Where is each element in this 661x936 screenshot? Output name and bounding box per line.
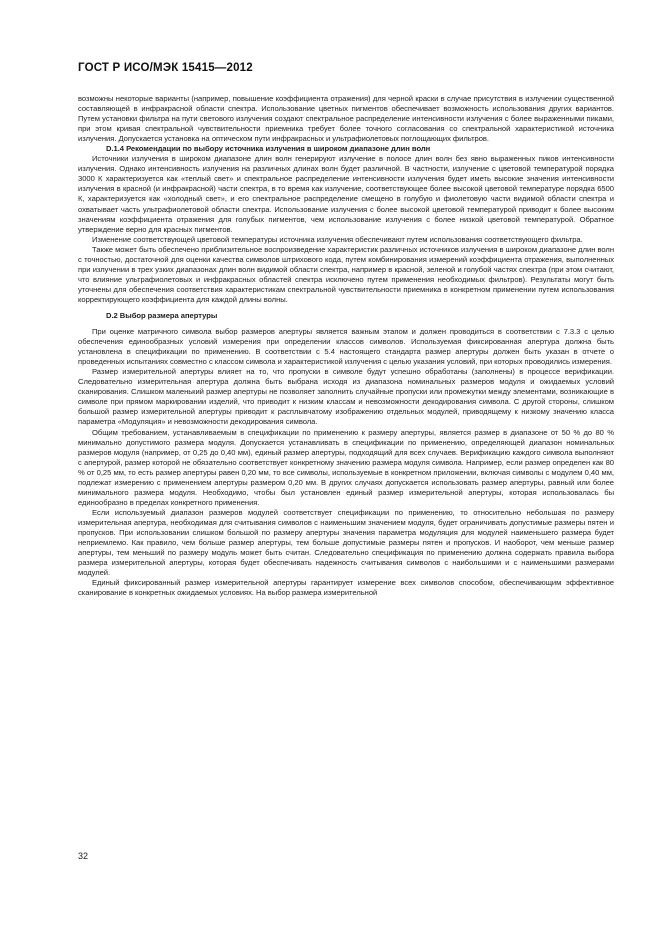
- standard-title: ГОСТ Р ИСО/МЭК 15415—2012: [78, 62, 253, 74]
- paragraph: Размер измерительной апертуры влияет на то, что пропуски в символе будут успешно обработаны (заполнены) в процессе верификации. Следовательно измерительная апертура должна быть выбрана исходя из диапазона номинальных размеров модуля и ожидаемых условий сканирования. Слишком маленький размер апертуры не позволяет заполнить случайные пропуски или промежутки между элементами, возникающие в символе при прямом маркировании изделий, что приводит к низким классам и невозможности декодирования символа. С другой стороны, слишком большой размер измерительной апертуры приводит к расплывчатому изображению отдельных модулей, приводящему к низкому значению класса параметра «Модуляция» и невозможности декодирования символа.: [78, 367, 614, 427]
- page-body: [78, 94, 614, 598]
- paragraph: Единый фиксированный размер измерительной апертуры гарантирует измерение всех символов способом, обеспечивающим эффективное сканирование в конкретных ожидаемых условиях. На выбор размера измерительной: [78, 578, 614, 598]
- section-heading-d2: D.2 Выбор размера апертуры: [106, 310, 218, 320]
- paragraph: возможны некоторые варианты (например, повышение коэффициента отражения) для черной краски в случае присутствия в излучении существенной составляющей в инфракрасной области спектра. Использование цветных пигментов обеспечивает возможность использования других вариантов. Путем установки фильтра на пути светового излучения создают спектральное распределение интенсивности излучения с более выраженными пиками, при этом кривая спектральной чувствительности приемника требует более точного согласования со спектральной характеристикой источника излучения. Допускается установка на оптическом пути инфракрасных и ультрафиолетовых поглощающих фильтров.: [78, 94, 614, 144]
- section-heading-d14: D.1.4 Рекомендации по выбору источника излучения в широком диапазоне длин волн: [106, 144, 431, 154]
- paragraph: Источники излучения в широком диапазоне длин волн генерируют излучение в полосе длин волн без явно выраженных пиков интенсивности излучения. Однако интенсивность излучения на различных длинах волн будет различной. В частности, излучение с цветовой температурой порядка 3000 К характеризуется как «теплый свет» и спектральное распределение интенсивности излучения будет иметь высокие значения интенсивности излучения в красной (и инфракрасной) части спектра, в то время как излучение, соответствующее более высокой цветовой температуре порядка 6500 К, характеризуется как «холодный свет», и его спектральное распределение смещено в голубую и фиолетовую части видимой области спектра и охватывает часть ультрафиолетовой области спектра. Использование излучения с более высокой цветовой температурой приводит к более высоким значениям коэффициента отражения для голубых пигментов, чем использование излучения с более низкой цветовой температурой. Обратное утверждение верно для красных пигментов.: [78, 154, 614, 234]
- paragraph: Изменение соответствующей цветовой температуры источника излучения обеспечивают путем использования соответствующего фильтра.: [92, 234, 583, 244]
- paragraph: Если используемый диапазон размеров модулей соответствует спецификации по применению, то относительно небольшая по размеру измерительная апертура, необходимая для считывания символов с наименьшим значением модуля, будет ограничивать допустимые размеры пятен и пропусков. При использовании слишком большой по размеру апертуры значения параметра модуляция для модулей наименьшего размера будет неприемлемо. Как правило, чем больше размер апертуры, тем больше допустимые размеры пятен и пропусков. И наоборот, чем меньше размер апертуры, тем меньший по размеру модуль может быть считан. Следовательно спецификация по применению должна содержать правила выбора размера измерительной апертуры, которая будет обеспечивать надежность считывания символов с наибольшими и с наименьшими размерами модулей.: [78, 507, 614, 578]
- page-number: 32: [78, 851, 89, 861]
- paragraph: При оценке матричного символа выбор размеров апертуры является важным этапом и должен проводиться в соответствии с 7.3.3 с целью обеспечения единообразных условий измерения при определении классов символов. Используемая фиксированная апертура должна быть установлена в спецификации по применению. В соответствии с 5.4 настоящего стандарта размер апертуры должен быть указан в отчете о проведенных испытаниях совместно с классом символа и характеристикой излучения с целью указания условий, при которых проводились измерения.: [78, 327, 614, 367]
- paragraph: Общим требованием, устанавливаемым в спецификации по применению к размеру апертуры, является размер в диапазоне от 50 % до 80 % минимально допустимого размера модуля. Допускается устанавливать в спецификации по применению, определяющей диапазон номинальных размеров модуля (например, от 0,25 до 0,40 мм), единый размер апертуры, подходящий для всех случаев. Верификацию каждого символа выполняют с апертурой, размер которой не обязательно соответствует конкретному значению размера модуля символа. Например, если размер определен как 80 % от 0,25 мм, то есть размер апертуры равен 0,20 мм, то все символы, используемые в конкретном приложении, включая символы с модулем 0,40 мм, подлежат измерению с применением апертуры размером 0,20 мм. В других случаях допускается использовать размер апертуры, равный или более минимального размера модуля. Необходимо, чтобы был установлен единый размер измерительной апертуры, которая использовалась бы единообразно в пределах конкретного применения.: [78, 427, 614, 507]
- paragraph: Также может быть обеспечено приблизительное воспроизведение характеристик различных источников излучения в широком диапазоне длин волн с точностью, достаточной для оценки качества символов штрихового кода, путем комбинирования измерений коэффициента отражения, выполненных при излучении в трех узких диапазонах длин волн видимой области спектра, например в красной, зеленой и голубой частях спектра (при этом считают, что влияние ультрафиолетовых и инфракрасных областей спектра исключено путем применения необходимых фильтров). Результаты могут быть уточнены для обеспечения соответствия характеристикам спектральной чувствительности приемника в конкретном применении путем использования корректирующего коэффициента для каждой длины волны.: [78, 244, 614, 304]
